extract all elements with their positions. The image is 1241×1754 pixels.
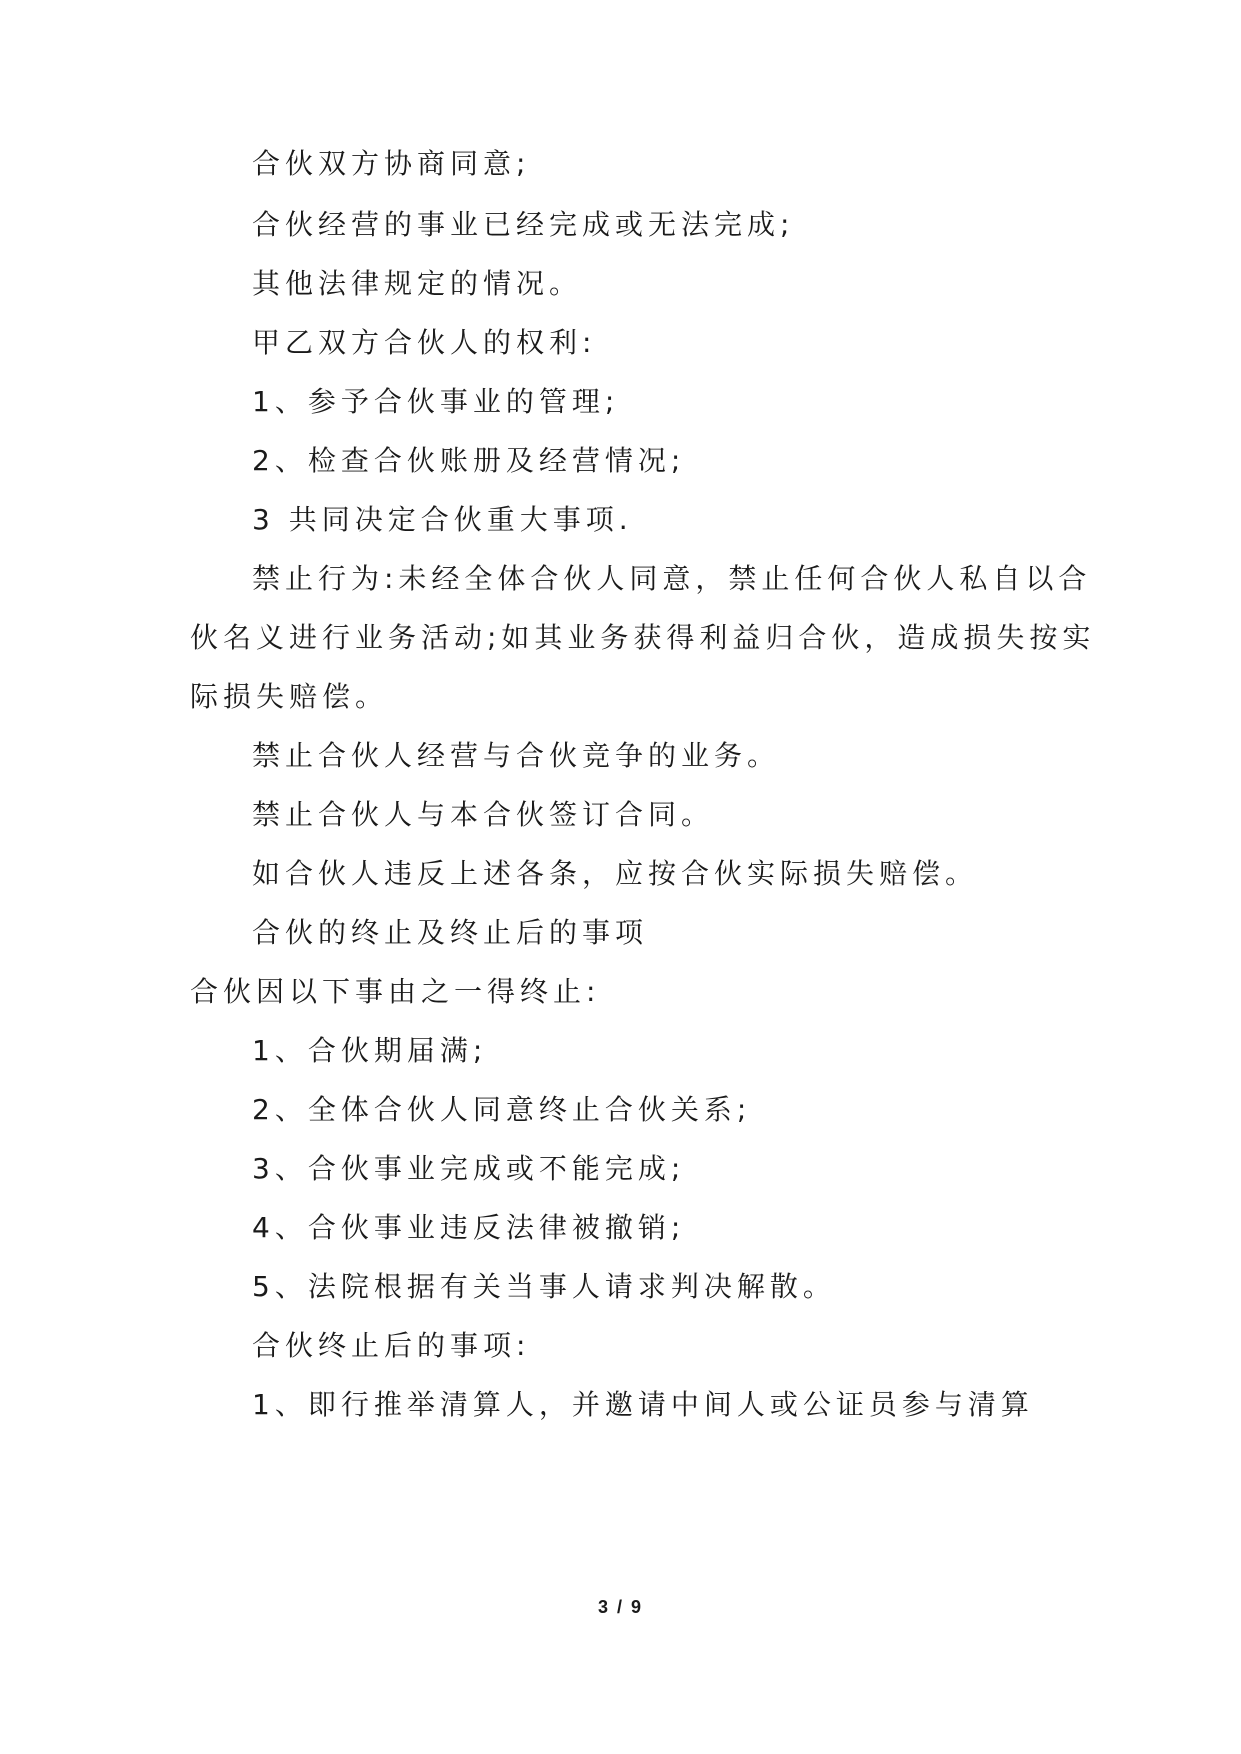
- list-item: 1、合伙期届满;: [252, 1034, 488, 1067]
- text-line: 2、检查合伙账册及经营情况;: [252, 444, 686, 477]
- list-item: 5、法院根据有关当事人请求判决解散。: [252, 1270, 836, 1303]
- text-line: 1、参予合伙事业的管理;: [252, 385, 620, 418]
- text-line: 如合伙人违反上述各条，应按合伙实际损失赔偿。: [252, 857, 979, 890]
- text-line: 其他法律规定的情况。: [252, 267, 583, 300]
- text-line: 禁止合伙人与本合伙签订合同。: [252, 798, 715, 831]
- text-line: 禁止行为:未经全体合伙人同意，禁止任何合伙人私自以合: [252, 562, 1092, 595]
- text-line: 甲乙双方合伙人的权利:: [252, 326, 597, 359]
- text-line: 合伙经营的事业已经完成或无法完成;: [252, 208, 795, 241]
- list-item: 1、即行推举清算人，并邀请中间人或公证员参与清算: [252, 1388, 1034, 1421]
- text-line: 合伙双方协商同意;: [252, 147, 531, 180]
- page-number: 3 / 9: [597, 1597, 644, 1617]
- text-line: 际损失赔偿。: [190, 680, 389, 713]
- list-item: 2、全体合伙人同意终止合伙关系;: [252, 1093, 752, 1126]
- list-item: 3、合伙事业完成或不能完成;: [252, 1152, 686, 1185]
- text-line: 3 共同决定合伙重大事项.: [252, 503, 633, 536]
- list-item: 4、合伙事业违反法律被撤销;: [252, 1211, 686, 1244]
- text-line: 合伙终止后的事项:: [252, 1329, 531, 1362]
- section-heading: 合伙的终止及终止后的事项: [252, 916, 649, 949]
- text-line: 禁止合伙人经营与合伙竞争的业务。: [252, 739, 781, 772]
- text-line: 伙名义进行业务活动;如其业务获得利益归合伙，造成损失按实: [190, 621, 1096, 654]
- text-line: 合伙因以下事由之一得终止:: [190, 975, 601, 1008]
